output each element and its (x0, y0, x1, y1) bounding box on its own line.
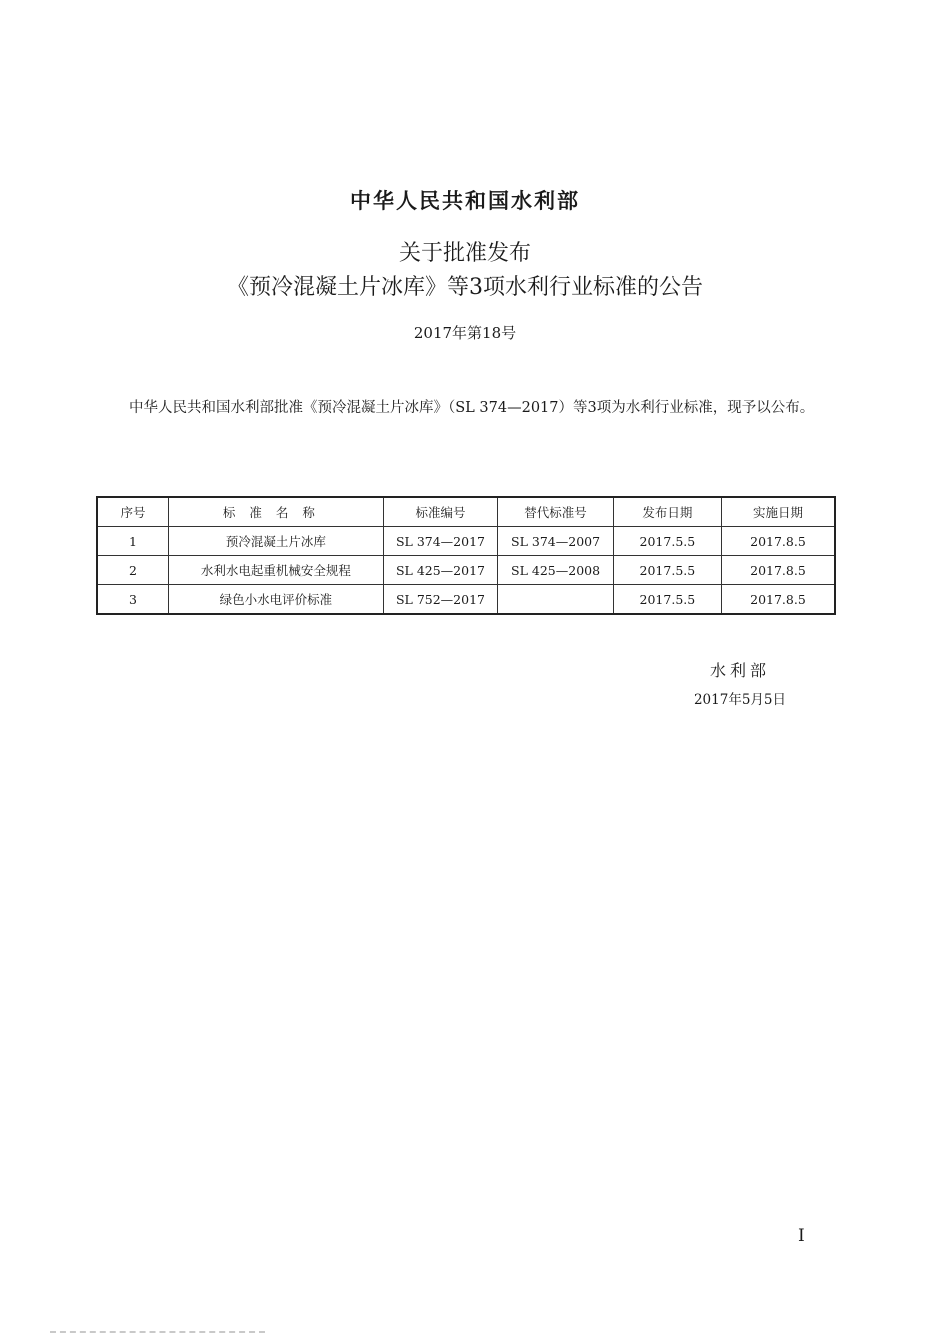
cell-effective-date: 2017.8.5 (721, 527, 835, 556)
header-effective-date: 实施日期 (721, 497, 835, 527)
cell-standard-code: SL 374—2017 (383, 527, 498, 556)
scan-artifact-divider (50, 1331, 265, 1335)
cell-standard-code: SL 425—2017 (383, 556, 498, 585)
header-issue-date: 发布日期 (613, 497, 721, 527)
header-standard-name: 标准名称 (168, 497, 383, 527)
cell-standard-name: 水利水电起重机械安全规程 (168, 556, 383, 585)
table-row (97, 527, 835, 556)
cell-standard-name: 绿色小水电评价标准 (168, 585, 383, 615)
announcement-title-line2: 《预冷混凝土片冰库》等3项水利行业标准的公告 (227, 275, 703, 300)
cell-effective-date: 2017.8.5 (721, 585, 835, 615)
announcement-body: 中华人民共和国水利部批准《预冷混凝土片冰库》（SL 374—2017）等3项为水利行业标准，现予以公布。 (129, 400, 815, 416)
cell-issue-date: 2017.5.5 (613, 585, 721, 615)
cell-issue-date: 2017.5.5 (613, 556, 721, 585)
cell-replaced-code: SL 425—2008 (498, 556, 614, 585)
header-serial: 序号 (97, 497, 168, 527)
cell-standard-name: 预冷混凝土片冰库 (168, 527, 383, 556)
announcement-title-line1: 关于批准发布 (398, 241, 531, 266)
cell-standard-code: SL 752—2017 (383, 585, 498, 615)
table-row (97, 585, 835, 615)
table-row (97, 556, 835, 585)
issuer-heading: 中华人民共和国水利部 (350, 188, 580, 213)
signature-organization: 水利部 (709, 661, 770, 680)
page-number: I (798, 1226, 805, 1246)
cell-serial: 1 (97, 527, 168, 556)
document-number: 2017年第18号 (413, 324, 517, 342)
header-standard-code: 标准编号 (383, 497, 498, 527)
table-header-row (97, 497, 835, 527)
cell-replaced-code: SL 374—2007 (498, 527, 614, 556)
cell-effective-date: 2017.8.5 (721, 556, 835, 585)
signature-date: 2017年5月5日 (693, 692, 787, 708)
cell-serial: 2 (97, 556, 168, 585)
cell-issue-date: 2017.5.5 (613, 527, 721, 556)
cell-replaced-code (498, 585, 614, 615)
cell-serial: 3 (97, 585, 168, 615)
standards-table (96, 496, 836, 615)
header-replaced-code: 替代标准号 (498, 497, 614, 527)
